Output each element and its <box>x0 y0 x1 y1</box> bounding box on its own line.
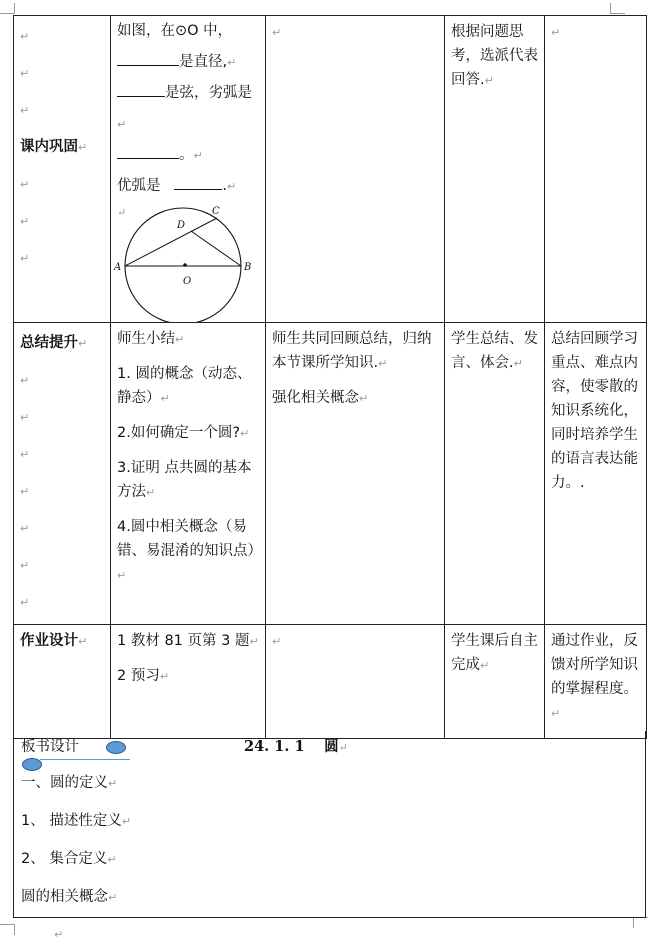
return-mark: ↵ <box>272 635 282 648</box>
cell-homework-label <box>14 625 111 739</box>
summary-item: 2.如何确定一个圆?↵ <box>117 425 250 441</box>
cell-consolidate-student <box>445 16 545 323</box>
cell-summary-label <box>14 323 111 625</box>
content-line-3: 是弦，劣弧是↵ <box>117 78 260 140</box>
return-mark: ↵ <box>513 357 523 370</box>
cell-homework-student <box>445 625 545 739</box>
label-o: O <box>183 276 192 287</box>
summary-teacher-line: 强化相关概念↵ <box>272 390 369 406</box>
circle-figure <box>111 204 259 322</box>
label-a: A <box>114 262 122 273</box>
return-mark: ↵ <box>78 337 88 350</box>
return-mark: ↵ <box>117 206 127 219</box>
corner-mark-top-left <box>0 3 15 14</box>
homework-intent-text: 通过作业，反馈对所学知识的掌握程度。 <box>551 633 638 697</box>
board-line: 圆的相关概念↵ <box>21 889 118 905</box>
return-mark: ↵ <box>20 411 30 424</box>
label-b: B <box>244 262 252 273</box>
summary-item: 4.圆中相关概念（易错、易混淆的知识点）↵ <box>117 519 262 582</box>
blank-major-arc <box>174 173 222 190</box>
homework-item: 2 预习↵ <box>117 668 170 684</box>
cell-consolidate-teacher <box>266 16 445 323</box>
cell-summary-intent <box>545 323 647 625</box>
return-mark: ↵ <box>20 252 30 265</box>
lesson-plan-table <box>13 15 647 739</box>
return-mark: ↵ <box>20 178 30 191</box>
return-mark: ↵ <box>20 104 30 117</box>
return-mark: ↵ <box>20 215 30 228</box>
cell-consolidate-intent <box>545 16 647 323</box>
blank-minor-arc <box>117 142 179 159</box>
cell-summary-content <box>111 323 266 625</box>
row-label-consolidate: 课内巩固 <box>20 139 78 155</box>
board-line: 2、 集合定义↵ <box>21 851 117 867</box>
summary-student-text: 学生总结、发言、体会. <box>451 331 538 371</box>
return-mark: ↵ <box>20 485 30 498</box>
connector-line <box>40 759 130 760</box>
board-line: 1、 描述性定义↵ <box>21 813 132 829</box>
cell-homework-teacher <box>266 625 445 739</box>
summary-item: 3.证明 点共圆的基本方法↵ <box>117 460 252 500</box>
summary-item: 1. 圆的概念（动态、静态）↵ <box>117 366 252 406</box>
return-mark: ↵ <box>551 707 561 720</box>
row-label-homework: 作业设计 <box>20 633 78 649</box>
corner-mark-bottom-right <box>633 917 648 928</box>
summary-teacher-line: 师生共同回顾总结，归纳本节课所学知识.↵ <box>272 331 432 371</box>
return-mark: ↵ <box>20 522 30 535</box>
return-mark: ↵ <box>78 635 88 648</box>
row-summary <box>14 323 647 625</box>
segment-d <box>191 231 241 266</box>
summary-intent-text: 总结回顾学习重点、难点内容，使零散的知识系统化，同时培养学生的语言表达能力。. <box>551 331 638 491</box>
content-line-4: 。↵ <box>117 140 260 171</box>
return-mark: ↵ <box>20 448 30 461</box>
homework-student-text: 学生课后自主完成 <box>451 633 538 673</box>
homework-item: 1 教材 81 页第 3 题↵ <box>117 633 259 649</box>
return-mark: ↵ <box>551 26 561 39</box>
cell-homework-intent <box>545 625 647 739</box>
board-design-section <box>13 731 646 918</box>
blank-chord <box>117 80 165 97</box>
center-point <box>183 263 187 267</box>
chord-ac <box>125 218 217 266</box>
board-label: 板书设计 <box>21 739 79 755</box>
return-mark: ↵ <box>20 596 30 609</box>
row-label-summary: 总结提升 <box>20 335 78 351</box>
row-homework <box>14 625 647 739</box>
return-mark: ↵ <box>484 74 494 87</box>
label-c: C <box>212 206 220 217</box>
cell-summary-teacher <box>266 323 445 625</box>
cell-consolidate-content <box>111 16 266 323</box>
return-mark: ↵ <box>272 26 282 39</box>
oval-shape[interactable] <box>106 741 126 754</box>
return-mark: ↵ <box>20 30 30 43</box>
oval-shape[interactable] <box>22 758 42 771</box>
return-mark: ↵ <box>480 659 490 672</box>
return-mark: ↵ <box>54 928 64 941</box>
board-line: 一、圆的定义↵ <box>21 775 118 791</box>
content-line-2: 是直径,↵ <box>117 47 260 78</box>
corner-mark-bottom-left <box>0 924 15 935</box>
label-d: D <box>177 220 186 231</box>
summary-item: 师生小结↵ <box>117 331 185 347</box>
row-consolidate <box>14 16 647 323</box>
cell-consolidate-label <box>14 16 111 323</box>
cell-homework-content <box>111 625 266 739</box>
cell-summary-student <box>445 323 545 625</box>
board-title: 24. 1. 1 圆↵ <box>244 738 348 755</box>
content-line-1: 如图，在⊙O 中， <box>117 23 233 39</box>
return-mark: ↵ <box>20 374 30 387</box>
corner-mark-top-right <box>610 3 625 14</box>
return-mark: ↵ <box>20 559 30 572</box>
consolidate-student-text: 根据问题思考，选派代表回答. <box>451 24 538 88</box>
blank-diameter <box>117 49 179 66</box>
return-mark: ↵ <box>78 141 88 154</box>
content-line-5: 优弧是 .↵ <box>117 171 260 202</box>
return-mark: ↵ <box>20 67 30 80</box>
